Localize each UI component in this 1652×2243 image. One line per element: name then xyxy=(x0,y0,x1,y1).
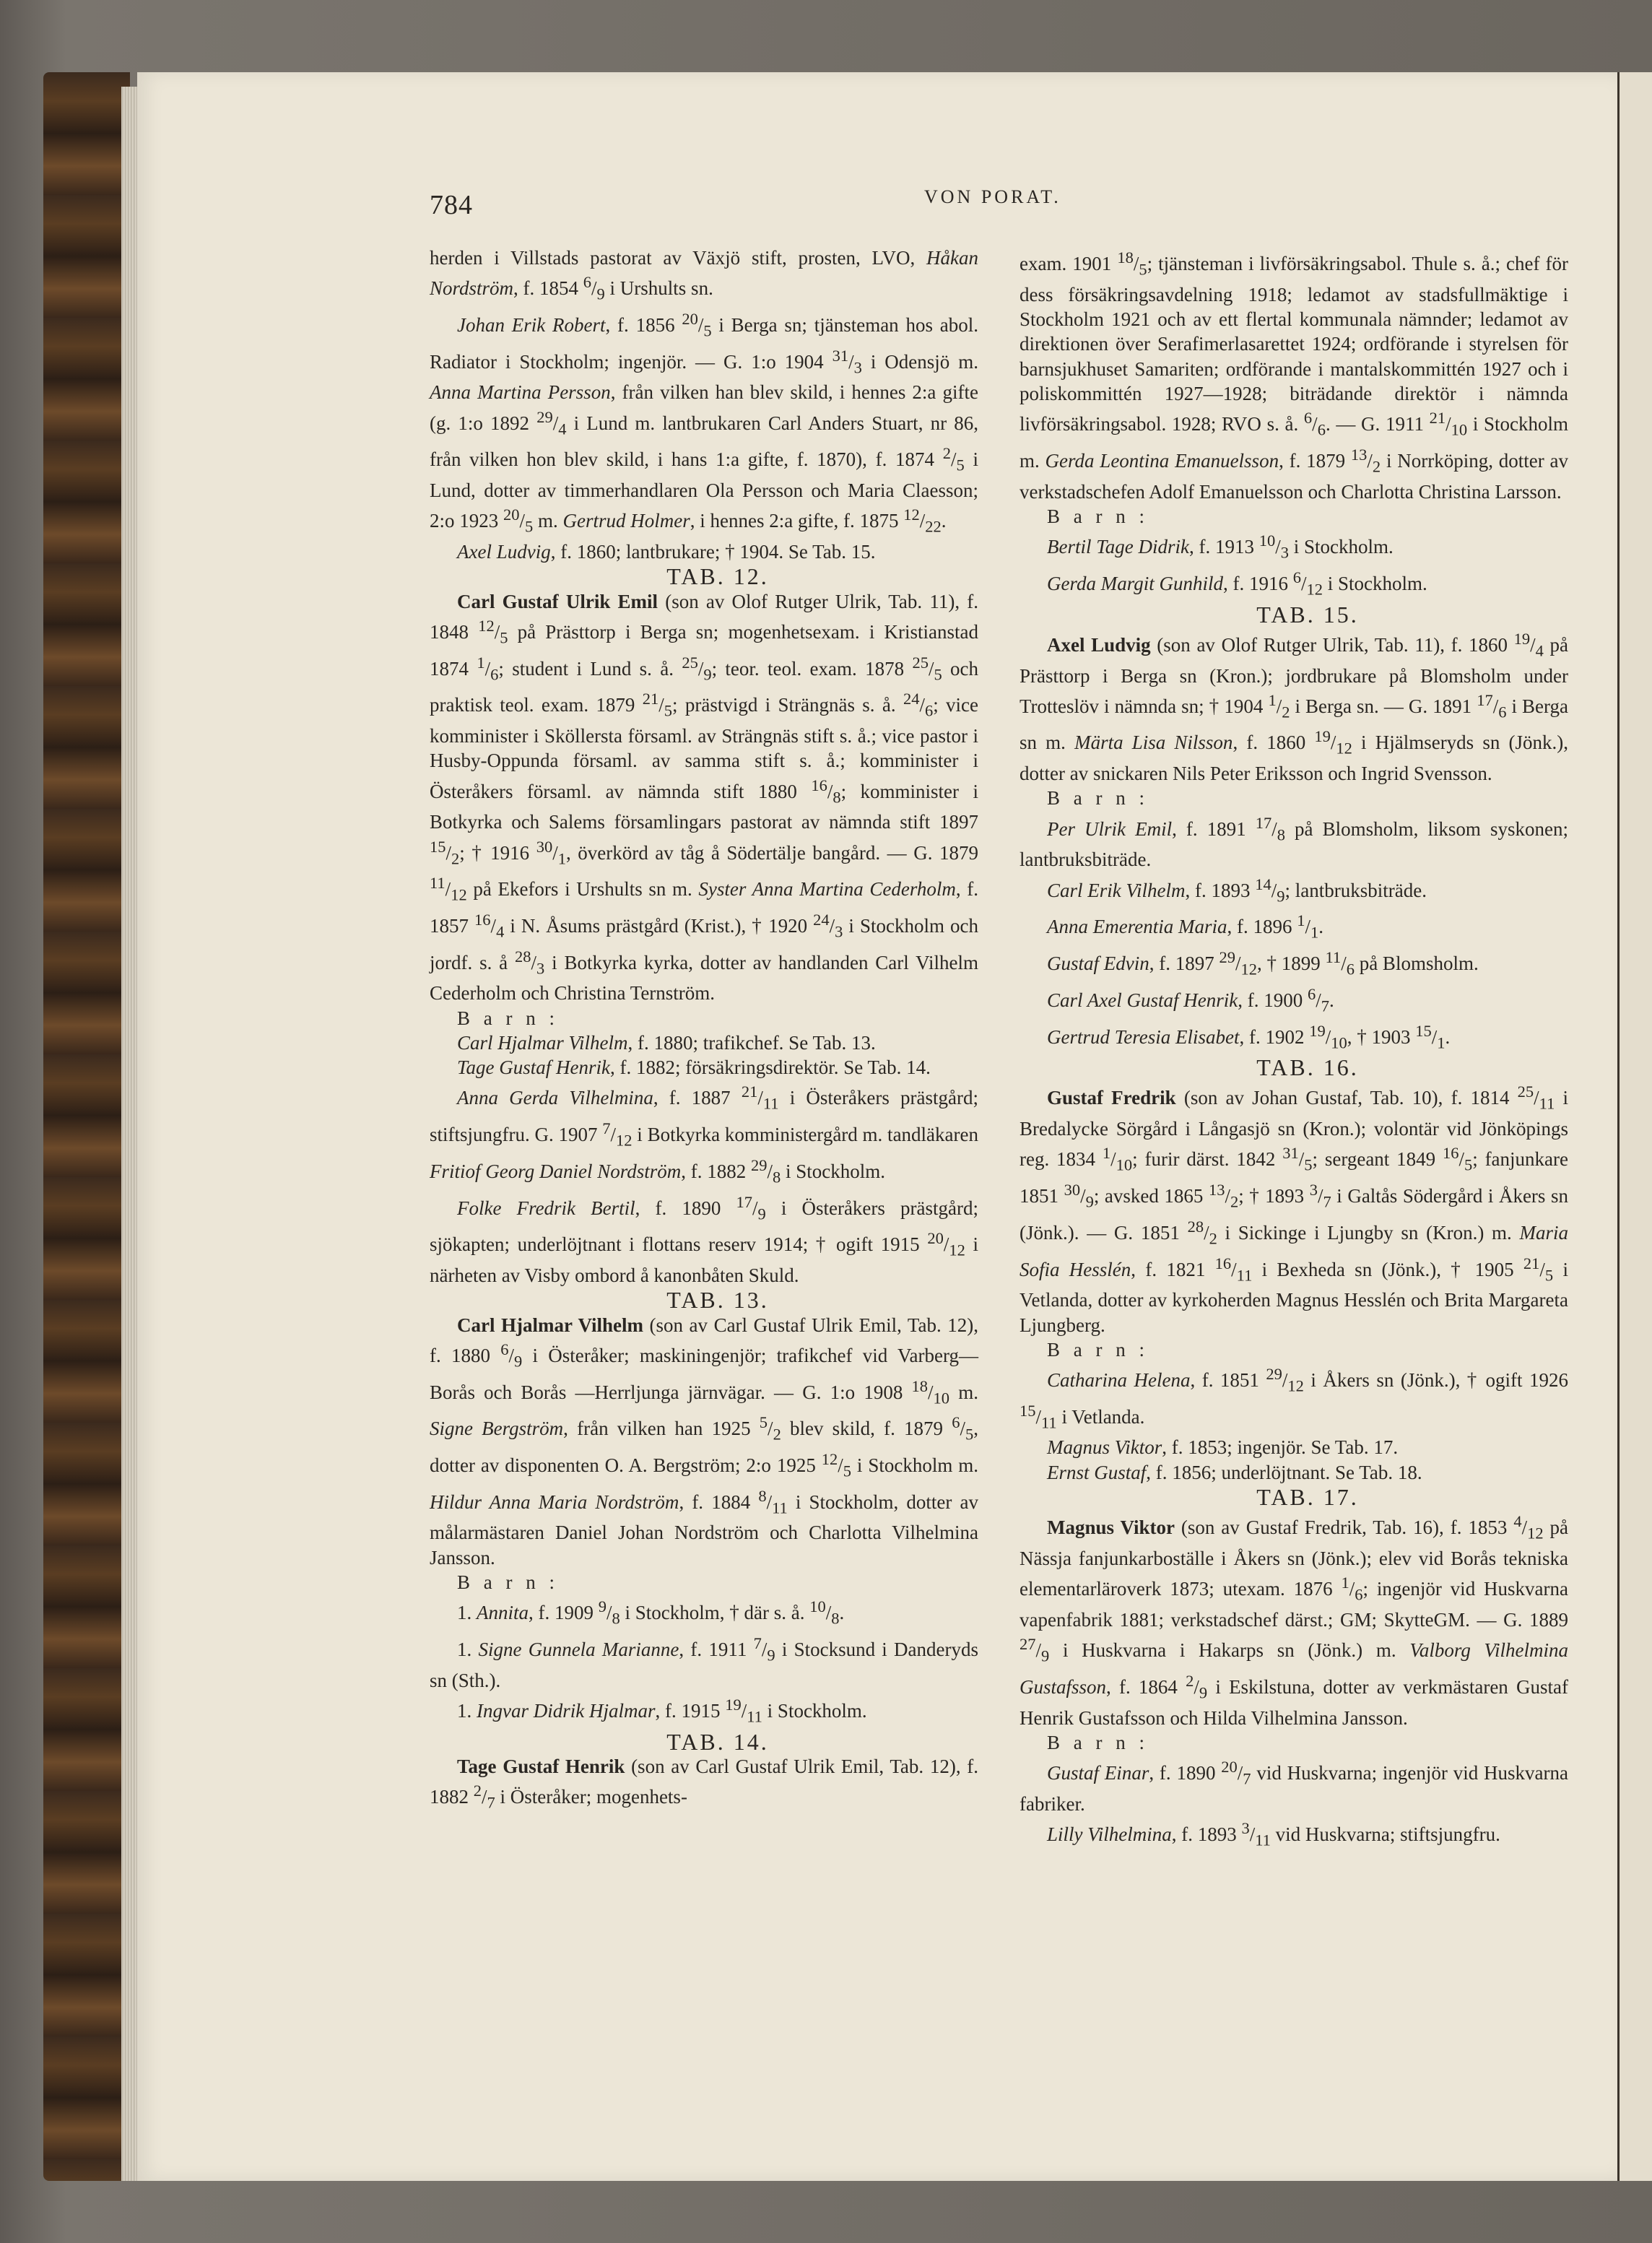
entry-paragraph: Magnus Viktor, f. 1853; ingenjör. Se Tab. 17. xyxy=(1047,1436,1399,1459)
children-label: B a r n : xyxy=(1047,1338,1149,1361)
children-label: B a r n : xyxy=(1047,505,1149,527)
entry-paragraph: Johan Erik Robert, f. 1856 $^{20}/_5$ i Berga sn; tjänsteman hos abol. Radiator i Stockholm; ingenjör. — G. 1:o 1904 $^{31}/_3$ i Odensjö m. Anna Martina Persson, från vilken han blev skild, i hennes 2:a gifte (g. 1:o 1892 $^{29}/_4$ i Lund m. lantbrukaren Carl Anders Stuart, nr 86, från vilken hon blev skild, i hans 1:a gifte, f. 1870), f. 1874 $^2/_5$ i Lund, dotter av timmerhandlaren Ola Persson och Maria Claesson; 2:o 1923 $^{20}/_5$ m. Gertrud Holmer, i hennes 2:a gifte, f. 1875 $^{12}/_{22}$. xyxy=(430,309,979,536)
entry-paragraph: Carl Erik Vilhelm, f. 1893 $^{14}/_9$; lantbruksbiträde. xyxy=(1047,875,1427,906)
entry-paragraph: Tage Gustaf Henrik, f. 1882; försäkringsdirektör. Se Tab. 14. xyxy=(457,1057,931,1079)
entry-paragraph: 1. Annita, f. 1909 $^9/_8$ i Stockholm, † där s. å. $^{10}/_8$. xyxy=(457,1597,845,1628)
entry-paragraph: Carl Hjalmar Vilhelm, f. 1880; trafikchef. Se Tab. 13. xyxy=(457,1031,876,1054)
entry-paragraph: Carl Axel Gustaf Henrik, f. 1900 $^6/_7$. xyxy=(1047,984,1334,1015)
entry-paragraph: Gustaf Einar, f. 1890 $^{20}/_7$ vid Huskvarna; ingenjör vid Huskvarna fabriker. xyxy=(1020,1758,1568,1815)
entry-paragraph: Carl Gustaf Ulrik Emil (son av Olof Rutger Ulrik, Tab. 11), f. 1848 $^{12}/_5$ på Prästtorp i Berga sn; mogenhetsexam. i Kristianstad 1874 $^1/_6$; student i Lund s. å. $^{25}/_9$; teor. teol. exam. 1878 $^{25}/_5$ och praktisk teol. exam. 1879 $^{21}/_5$; prästvigd i Strängnäs s. å. $^{24}/_6$; vice komminister i Sköllersta församl. av Strängnäs stift s. å.; vice pastor i Husby-Oppunda församl. av samma stift s. å.; komminister i Österåkers församl. av nämnda stift 1880 $^{16}/_8$; komminister i Botkyrka och Salems församlingars pastorat av nämnda stift 1897 $^{15}/_2$; † 1916 $^{30}/_1$, överkörd av tåg å Södertälje bangård. — G. 1879 $^{11}/_{12}$ på Ekefors i Urshults sn m. Syster Anna Martina Cederholm, f. 1857 $^{16}/_4$ i N. Åsums prästgård (Krist.), † 1920 $^{24}/_3$ i Stockholm och jordf. s. å $^{28}/_3$ i Botkyrka kyrka, dotter av handlanden Carl Vilhelm Cederholm och Christina Ternström. xyxy=(430,590,979,1005)
entry-paragraph: Anna Gerda Vilhelmina, f. 1887 $^{21}/_{11}$ i Österåkers prästgård; stiftsjungfru. G. 1907 $^7/_{12}$ i Botkyrka komministergård m. tandläkaren Fritiof Georg Daniel Nordström, f. 1882 $^{29}/_8$ i Stockholm. xyxy=(430,1083,978,1186)
entry-paragraph: Catharina Helena, f. 1851 $^{29}/_{12}$ i Åkers sn (Jönk.), † ogift 1926 $^{15}/_{11}$ i Vetlanda. xyxy=(1020,1365,1568,1432)
children-label: B a r n : xyxy=(1047,787,1149,810)
entry-paragraph: Magnus Viktor (son av Gustaf Fredrik, Tab. 16), f. 1853 $^4/_{12}$ på Nässja fanjunkarboställe i Åkers sn (Jönk.); elev vid Borås tekniska elementarläroverk 1873; utexam. 1876 $^1/_6$; ingenjör vid Huskvarna vapenfabrik 1881; verkstadschef därst.; GM; SkytteGM. — G. 1889 $^{27}/_9$ i Huskvarna i Hakarps sn (Jönk.) m. Valborg Vilhelmina Gustafsson, f. 1864 $^2/_9$ i Eskilstuna, dotter av verkmästaren Gustaf Henrik Gustafsson och Hilda Vilhelmina Jansson. xyxy=(1020,1512,1568,1729)
tab-heading: TAB. 13. xyxy=(666,1287,769,1314)
entry-paragraph: Carl Hjalmar Vilhelm (son av Carl Gustaf Ulrik Emil, Tab. 12), f. 1880 $^6/_9$ i Österåker; maskiningenjör; trafikchef vid Varberg—Borås och Borås —Herrljunga järnvägar. — G. 1:o 1908 $^{18}/_{10}$ m. Signe Bergström, från vilken han 1925 $^5/_2$ blev skild, f. 1879 $^6/_5$, dotter av disponenten O. A. Bergström; 2:o 1925 $^{12}/_5$ i Stockholm m. Hildur Anna Maria Nordström, f. 1884 $^8/_{11}$ i Stockholm, dotter av målarmästaren Daniel Johan Nordström och Charlotta Vilhelmina Jansson. xyxy=(430,1314,979,1569)
entry-paragraph: 1. Ingvar Didrik Hjalmar, f. 1915 $^{19}/_{11}$ i Stockholm. xyxy=(457,1695,867,1726)
entry-paragraph: Lilly Vilhelmina, f. 1893 $^3/_{11}$ vid Huskvarna; stiftsjungfru. xyxy=(1047,1819,1500,1849)
entry-paragraph: Ernst Gustaf, f. 1856; underlöjtnant. Se Tab. 18. xyxy=(1047,1461,1422,1483)
right-column xyxy=(1020,246,1568,1853)
tab-heading: TAB. 15. xyxy=(1256,601,1359,628)
children-label: B a r n : xyxy=(457,1007,559,1029)
entry-paragraph: exam. 1901 $^{18}/_5$; tjänsteman i livförsäkringsabol. Thule s. å.; chef för dess försäkringsavdelning 1918; ledamot av stadsfullmäktige i Stockholm 1921 och av ett flertal kommunala nämnder; ledamot av direktionen över Serafimerlasarettet 1924; ordförande i styrelsen för barnsjukhuset Samariten; ordförande i mantalskommittén 1927 och i poliskommittén 1927—1928; biträdande direktör i nämnda livförsäkringsabol. 1928; RVO s. å. $^6/_6$. — G. 1911 $^{21}/_{10}$ i Stockholm m. Gerda Leontina Emanuelsson, f. 1879 $^{13}/_2$ i Norrköping, dotter av verkstadschefen Adolf Emanuelsson och Charlotta Christina Larsson. xyxy=(1020,248,1568,503)
entry-paragraph: Anna Emerentia Maria, f. 1896 $^1/_1$. xyxy=(1047,911,1323,942)
entry-paragraph: Gertrud Teresia Elisabet, f. 1902 $^{19}/_{10}$, † 1903 $^{15}/_1$. xyxy=(1047,1021,1451,1051)
entry-paragraph: Gustaf Edvin, f. 1897 $^{29}/_{12}$, † 1899 $^{11}/_6$ på Blomsholm. xyxy=(1047,948,1479,979)
left-column xyxy=(430,246,978,1815)
tab-heading: TAB. 14. xyxy=(666,1728,769,1755)
page-edges xyxy=(121,87,137,2181)
tab-heading: TAB. 17. xyxy=(1256,1484,1359,1511)
entry-paragraph: Folke Fredrik Bertil, f. 1890 $^{17}/_9$ i Österåkers prästgård; sjökapten; underlöjtnant i flottans reserv 1914; † ogift 1915 $^{20}/_{12}$ i närheten av Visby ombord å kanonbåten Skuld. xyxy=(430,1192,978,1286)
entry-paragraph: Axel Ludvig (son av Olof Rutger Ulrik, Tab. 11), f. 1860 $^{19}/_4$ på Prästtorp i Berga sn (Kron.); jordbrukare på Blomsholm under Trotteslöv i nämnda sn; † 1904 $^1/_2$ i Berga sn. — G. 1891 $^{17}/_6$ i Berga sn m. Märta Lisa Nilsson, f. 1860 $^{19}/_{12}$ i Hjälmseryds sn (Jönk.), dotter av snickaren Nils Peter Eriksson och Ingrid Svensson. xyxy=(1020,629,1568,785)
running-head: VON PORAT. xyxy=(924,186,1061,207)
entry-paragraph: Bertil Tage Didrik, f. 1913 $^{10}/_3$ i Stockholm. xyxy=(1047,532,1394,562)
facing-page-edge xyxy=(1617,72,1652,2181)
tab-heading: TAB. 12. xyxy=(666,563,769,590)
entry-paragraph: Tage Gustaf Henrik (son av Carl Gustaf Ulrik Emil, Tab. 12), f. 1882 $^2/_7$ i Österåker; mogenhets- xyxy=(430,1755,979,1812)
page-number: 784 xyxy=(430,190,473,220)
tab-heading: TAB. 16. xyxy=(1256,1054,1359,1081)
entry-paragraph: herden i Villstads pastorat av Växjö stift, prosten, LVO, Håkan Nordström, f. 1854 $^6/_9$ i Urshults sn. xyxy=(430,247,978,303)
children-label: B a r n : xyxy=(457,1571,559,1593)
entry-paragraph: Gerda Margit Gunhild, f. 1916 $^6/_{12}$ i Stockholm. xyxy=(1047,568,1427,599)
entry-paragraph: Gustaf Fredrik (son av Johan Gustaf, Tab. 10), f. 1814 $^{25}/_{11}$ i Bredalycke Sörgård i Långasjö sn (Kron.); volontär vid Jönköpings reg. 1834 $^1/_{10}$; furir därst. 1842 $^{31}/_5$; sergeant 1849 $^{16}/_5$; fanjunkare 1851 $^{30}/_9$; avsked 1865 $^{13}/_2$; † 1893 $^3/_7$ i Galtås Södergård i Åkers sn (Jönk.). — G. 1851 $^{28}/_2$ i Sickinge i Ljungby sn (Kron.) m. Maria Sofia Hesslén, f. 1821 $^{16}/_{11}$ i Bexheda sn (Jönk.), † 1905 $^{21}/_5$ i Vetlanda, dotter av kyrkoherden Magnus Hesslén och Brita Margareta Ljungberg. xyxy=(1020,1083,1569,1336)
entry-paragraph: 1. Signe Gunnela Marianne, f. 1911 $^7/_9$ i Stocksund i Danderyds sn (Sth.). xyxy=(430,1634,979,1691)
entry-paragraph: Per Ulrik Emil, f. 1891 $^{17}/_8$ på Blomsholm, liksom syskonen; lantbruksbiträde. xyxy=(1020,813,1568,871)
children-label: B a r n : xyxy=(1047,1732,1149,1754)
book-cover-marbled xyxy=(43,72,130,2181)
entry-paragraph: Axel Ludvig, f. 1860; lantbrukare; † 1904. Se Tab. 15. xyxy=(457,541,876,563)
